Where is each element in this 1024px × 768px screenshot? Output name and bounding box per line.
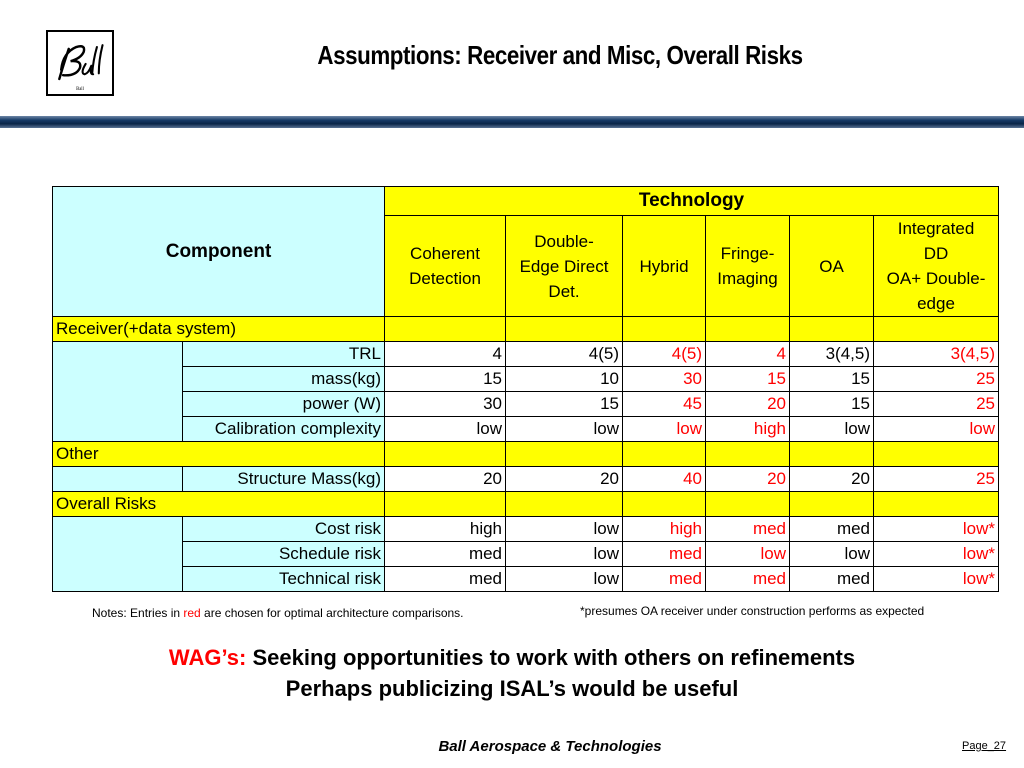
value-cell: 4 — [706, 342, 790, 367]
section-label: Receiver(+data system) — [53, 317, 385, 342]
value-cell: med — [706, 567, 790, 592]
section-filler — [623, 442, 706, 467]
row-label: Calibration complexity — [183, 417, 385, 442]
assumptions-table — [52, 186, 999, 592]
value-cell: low* — [874, 567, 999, 592]
column-header: Hybrid — [623, 216, 706, 317]
notes-red-word: red — [183, 606, 201, 620]
value-cell: 45 — [623, 392, 706, 417]
column-header: OA — [790, 216, 874, 317]
wag-statement — [0, 642, 1024, 704]
value-cell: 10 — [506, 367, 623, 392]
column-header: Coherent Detection — [385, 216, 506, 317]
footer-company: Ball Aerospace & Technologies — [438, 738, 662, 755]
section-filler — [874, 492, 999, 517]
value-cell: 25 — [874, 367, 999, 392]
row-group-spacer — [53, 342, 183, 442]
value-cell: med — [385, 567, 506, 592]
value-cell: high — [706, 417, 790, 442]
section-filler — [506, 492, 623, 517]
logo-text: Ball — [76, 87, 84, 93]
row-group-spacer — [53, 517, 183, 592]
value-cell: 20 — [506, 467, 623, 492]
value-cell: med — [385, 542, 506, 567]
value-cell: 3(4,5) — [874, 342, 999, 367]
value-cell: low — [874, 417, 999, 442]
section-filler — [385, 492, 506, 517]
section-row — [53, 492, 999, 517]
value-cell: low — [790, 417, 874, 442]
value-cell: med — [790, 567, 874, 592]
section-filler — [623, 492, 706, 517]
table-row — [53, 567, 999, 592]
value-cell: med — [706, 517, 790, 542]
value-cell: 4 — [385, 342, 506, 367]
table-row — [53, 367, 999, 392]
section-filler — [706, 492, 790, 517]
section-row — [53, 442, 999, 467]
value-cell: med — [623, 542, 706, 567]
value-cell: low — [623, 417, 706, 442]
notes-text — [92, 606, 464, 620]
value-cell: 25 — [874, 467, 999, 492]
value-cell: 20 — [706, 392, 790, 417]
header-divider-bar — [0, 116, 1024, 128]
section-filler — [623, 317, 706, 342]
value-cell: 20 — [706, 467, 790, 492]
value-cell: med — [623, 567, 706, 592]
value-cell: 4(5) — [506, 342, 623, 367]
table-row — [53, 417, 999, 442]
column-header: Fringe- Imaging — [706, 216, 790, 317]
value-cell: 15 — [385, 367, 506, 392]
value-cell: 20 — [385, 467, 506, 492]
row-group-spacer — [53, 467, 183, 492]
value-cell: low — [385, 417, 506, 442]
section-filler — [506, 442, 623, 467]
page-number: Page_27 — [962, 740, 1007, 752]
value-cell: 40 — [623, 467, 706, 492]
value-cell: high — [623, 517, 706, 542]
table-row — [53, 467, 999, 492]
value-cell: 30 — [385, 392, 506, 417]
value-cell: 15 — [790, 367, 874, 392]
section-filler — [874, 442, 999, 467]
section-label: Overall Risks — [53, 492, 385, 517]
value-cell: low — [506, 567, 623, 592]
notes-suffix: are chosen for optimal architecture comparisons. — [200, 606, 464, 620]
section-label: Other — [53, 442, 385, 467]
row-label: Structure Mass(kg) — [183, 467, 385, 492]
value-cell: 30 — [623, 367, 706, 392]
value-cell: low* — [874, 542, 999, 567]
value-cell: 3(4,5) — [790, 342, 874, 367]
presumes-footnote: *presumes OA receiver under construction performs as expected — [580, 604, 925, 618]
table-row — [53, 542, 999, 567]
value-cell: 15 — [506, 392, 623, 417]
value-cell: low* — [874, 517, 999, 542]
column-header: Double- Edge Direct Det. — [506, 216, 623, 317]
section-filler — [790, 492, 874, 517]
value-cell: 20 — [790, 467, 874, 492]
section-row — [53, 317, 999, 342]
section-filler — [874, 317, 999, 342]
table-row — [53, 342, 999, 367]
wag-line-1 — [0, 642, 1024, 673]
ball-logo-icon — [48, 32, 112, 94]
table-row — [53, 517, 999, 542]
table-row — [53, 392, 999, 417]
value-cell: low — [790, 542, 874, 567]
row-label: Schedule risk — [183, 542, 385, 567]
value-cell: 4(5) — [623, 342, 706, 367]
section-filler — [385, 317, 506, 342]
technology-header: Technology — [385, 187, 999, 216]
value-cell: 25 — [874, 392, 999, 417]
section-filler — [385, 442, 506, 467]
section-filler — [506, 317, 623, 342]
header-row — [53, 187, 999, 216]
ball-logo — [46, 30, 114, 96]
wag-label: WAG’s: — [168, 645, 247, 670]
page-title: Assumptions: Receiver and Misc, Overall Risks — [317, 40, 803, 70]
value-cell: high — [385, 517, 506, 542]
row-label: Cost risk — [183, 517, 385, 542]
section-filler — [706, 442, 790, 467]
value-cell: low — [506, 417, 623, 442]
component-header: Component — [53, 187, 385, 317]
row-label: mass(kg) — [183, 367, 385, 392]
value-cell: low — [506, 517, 623, 542]
value-cell: low — [706, 542, 790, 567]
column-header: Integrated DD OA+ Double- edge — [874, 216, 999, 317]
section-filler — [790, 442, 874, 467]
section-filler — [706, 317, 790, 342]
wag-line1-text: Seeking opportunities to work with others on refinements — [246, 645, 856, 670]
value-cell: med — [790, 517, 874, 542]
value-cell: low — [506, 542, 623, 567]
value-cell: 15 — [706, 367, 790, 392]
notes-prefix: Notes: Entries in — [92, 606, 184, 620]
row-label: power (W) — [183, 392, 385, 417]
wag-line-2: Perhaps publicizing ISAL’s would be useful — [285, 676, 739, 701]
row-label: TRL — [183, 342, 385, 367]
section-filler — [790, 317, 874, 342]
value-cell: 15 — [790, 392, 874, 417]
row-label: Technical risk — [183, 567, 385, 592]
